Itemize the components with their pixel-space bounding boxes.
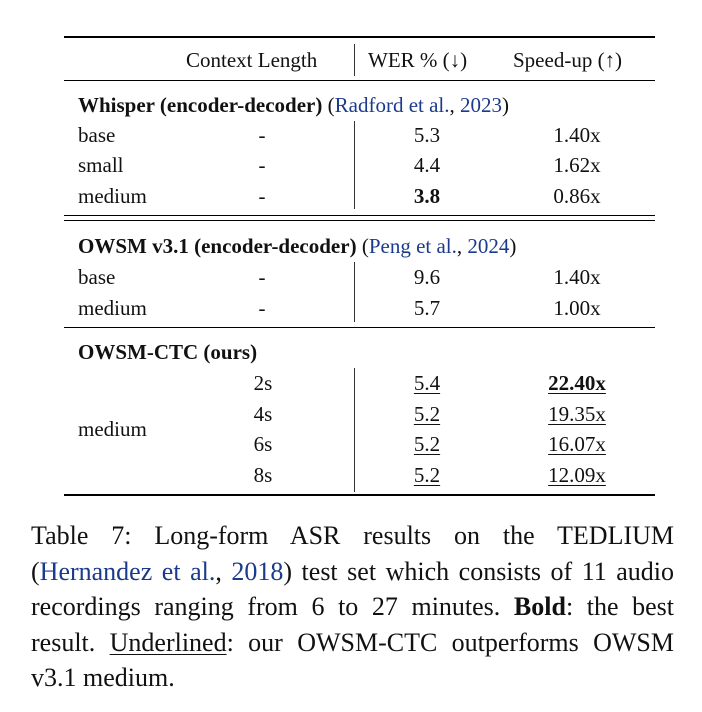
section-title-ctc xyxy=(78,339,257,365)
caption-text: : the best result. xyxy=(31,592,674,657)
wer-text: 5.2 xyxy=(413,432,441,456)
wer-text: 5.2 xyxy=(413,402,441,426)
double-rule-bottom xyxy=(64,220,655,221)
speedup-text: 22.40x xyxy=(548,371,606,395)
model-name: medium xyxy=(78,296,147,320)
caption-text: Table 7: Long-form ASR results on the TEDLIUM ( xyxy=(31,521,674,586)
bottom-rule xyxy=(64,494,655,496)
model-name-merged: medium xyxy=(78,417,147,441)
speedup-text: 19.35x xyxy=(548,402,606,426)
speedup-text: 1.62x xyxy=(553,153,601,177)
section-rule xyxy=(64,327,655,328)
section-title-whisper xyxy=(78,92,509,118)
top-rule xyxy=(64,36,655,38)
citation-link[interactable]: Peng et al. xyxy=(368,234,457,258)
wer-text: 4.4 xyxy=(413,153,441,177)
section-title-text: OWSM v3.1 (encoder-decoder) xyxy=(78,234,357,258)
caption-text: ) test set which consists of 11 audio recordings ranging from 6 to 27 minutes. xyxy=(31,556,675,621)
citation-link[interactable]: Hernandez et al. xyxy=(39,556,216,586)
model-name: base xyxy=(78,123,116,147)
wer-text: 9.6 xyxy=(413,265,441,289)
context-value: - xyxy=(258,184,266,208)
wer-text: 5.3 xyxy=(413,123,441,147)
citation-close: ) xyxy=(502,93,509,117)
model-name: medium xyxy=(78,184,147,208)
speedup-text: 1.40x xyxy=(553,123,601,147)
context-value: 6s xyxy=(253,432,273,456)
table-caption xyxy=(31,518,674,696)
citation-open: ( xyxy=(361,234,369,258)
context-value: - xyxy=(258,153,266,177)
wer-text: 5.2 xyxy=(413,463,441,487)
wer-text: 5.7 xyxy=(413,296,441,320)
citation-open: ( xyxy=(327,93,335,117)
speedup-text: 1.40x xyxy=(553,265,601,289)
double-rule-top xyxy=(64,215,655,216)
section-title-owsm xyxy=(78,233,516,259)
speedup-text: 12.09x xyxy=(548,463,606,487)
column-separator xyxy=(354,262,355,322)
caption-text: : our OWSM-CTC outperforms OWSM v3.1 medium. xyxy=(31,627,674,692)
citation-sep: , xyxy=(215,556,232,586)
speedup-text: 16.07x xyxy=(548,432,606,456)
citation-sep: , xyxy=(456,234,468,258)
column-separator xyxy=(354,44,355,76)
speedup-text: 1.00x xyxy=(553,296,601,320)
header-rule xyxy=(64,80,655,81)
section-title-text: OWSM-CTC (ours) xyxy=(78,340,258,364)
context-value: - xyxy=(258,296,266,320)
citation-link[interactable]: Radford et al. xyxy=(334,93,450,117)
citation-sep: , xyxy=(449,93,460,117)
header-speedup: Speed-up (↑) xyxy=(513,48,623,72)
citation-year-link[interactable]: 2018 xyxy=(231,556,284,586)
context-value: 2s xyxy=(253,371,273,395)
header-context: Context Length xyxy=(186,48,318,72)
model-name: small xyxy=(78,153,124,177)
context-value: - xyxy=(258,123,266,147)
caption-bold-label: Bold xyxy=(513,592,566,621)
wer-text: 3.8 xyxy=(413,184,441,208)
context-value: 8s xyxy=(253,463,273,487)
context-value: - xyxy=(258,265,266,289)
citation-year-link[interactable]: 2023 xyxy=(460,93,502,117)
caption-underline-label: Underlined xyxy=(109,627,227,657)
section-title-text: Whisper (encoder-decoder) xyxy=(78,93,323,117)
citation-close: ) xyxy=(509,234,517,258)
column-separator xyxy=(354,368,355,492)
context-value: 4s xyxy=(253,402,273,426)
speedup-text: 0.86x xyxy=(553,184,601,208)
header-wer: WER % (↓) xyxy=(368,48,468,72)
wer-text: 5.4 xyxy=(413,371,441,395)
model-name: base xyxy=(78,265,116,289)
column-separator xyxy=(354,121,355,209)
citation-year-link[interactable]: 2024 xyxy=(467,234,510,258)
